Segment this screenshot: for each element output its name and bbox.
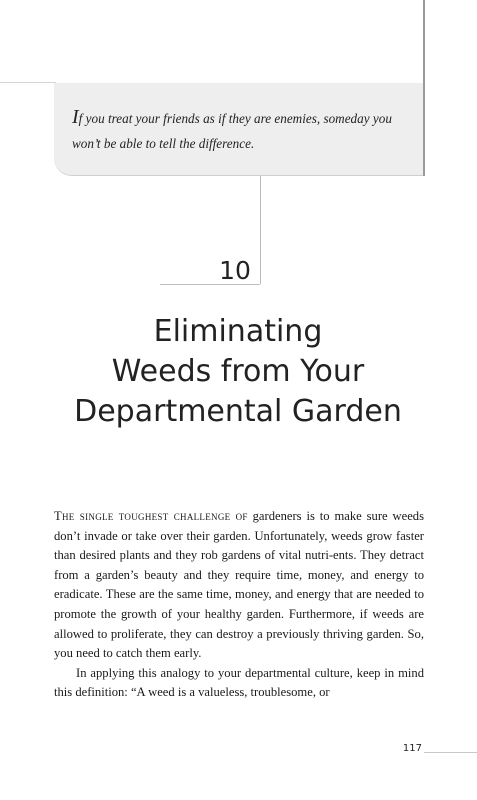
- page-number: 117: [402, 743, 422, 754]
- paragraph-1-text: gardeners is to make sure weeds don’t invade or take over their garden. Unfortunately, weeds grow faster than desired plants and they rob gardens of vital nutri-ents. They detract from a garden’s beauty and they require time, money, and energy to eradicate. These are the same time, money, and energy that are needed to promote the growth of your healthy garden. Furthermore, if weeds are allowed to proliferate, they can destroy a previously thriving garden. So, you need to catch them early.: [54, 509, 424, 661]
- chapter-number: 10: [219, 256, 251, 285]
- chapter-title-line-3: Departmental Garden: [74, 394, 402, 429]
- paragraph-1-lead: The single toughest challenge of: [54, 509, 248, 523]
- chapter-title: [38, 312, 438, 432]
- top-rule: [0, 82, 56, 83]
- paragraph-1: [54, 507, 424, 664]
- chapter-title-line-2: Weeds from Your: [111, 354, 365, 389]
- epigraph-box: [54, 83, 423, 176]
- epigraph-text: [72, 105, 417, 156]
- body-text: [54, 507, 424, 703]
- footer-rule: [424, 752, 477, 753]
- paragraph-2: In applying this analogy to your departmental culture, keep in mind this definition: “A weed is a valueless, troublesome, or: [54, 665, 424, 700]
- epigraph-dropcap: I: [72, 106, 79, 128]
- epigraph-body: f you treat your friends as if they are enemies, someday you won’t be able to tell the difference.: [72, 111, 392, 151]
- chapter-title-line-1: Eliminating: [153, 314, 323, 349]
- page-edge-line: [423, 0, 425, 176]
